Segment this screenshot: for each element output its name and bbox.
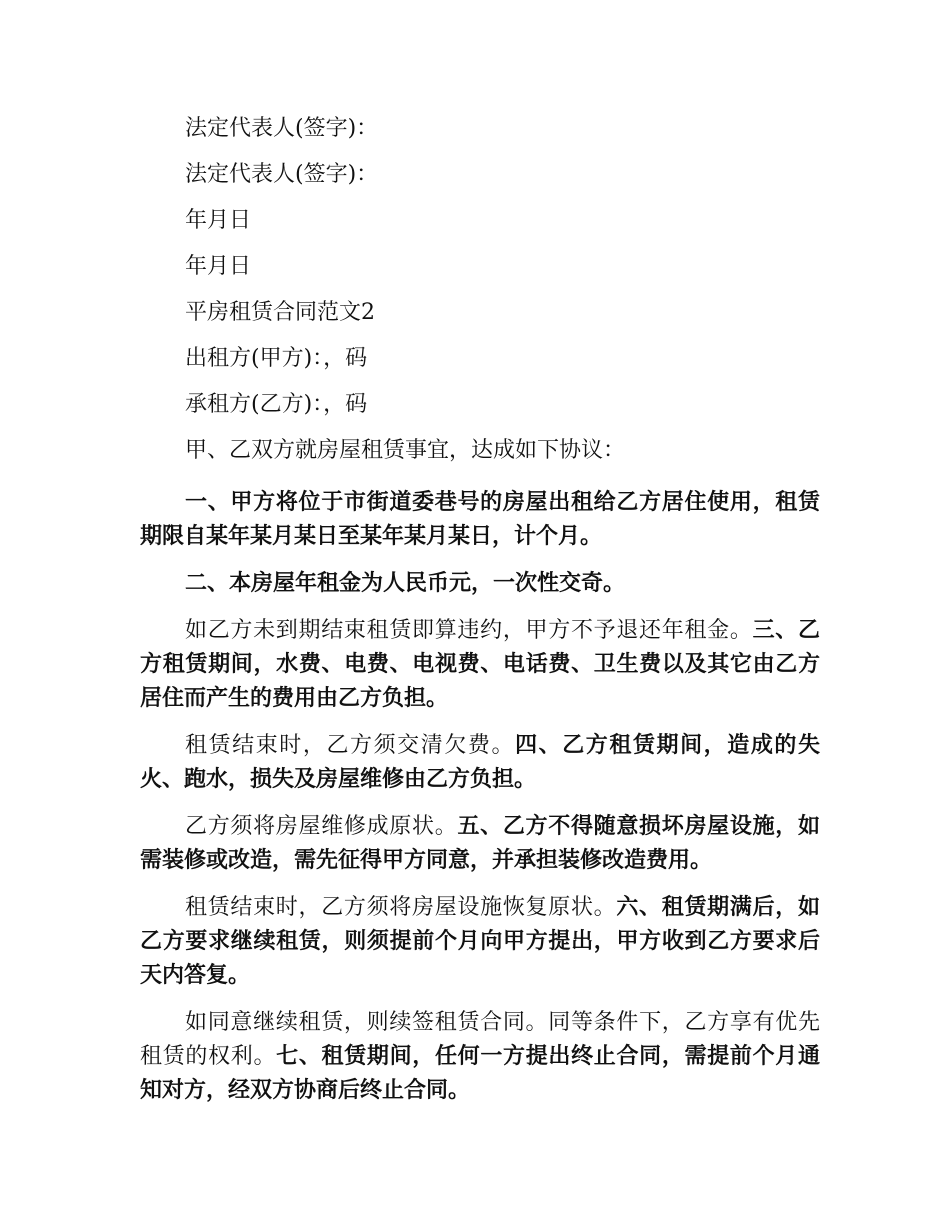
paragraph-4 [140,729,820,797]
clause-4: 四、乙方租赁期间，造成的失火、跑水，损失及房屋维修由乙方负担。 [140,733,820,792]
paragraph-6-plain: 租赁结束时，乙方须将房屋设施恢复原状。 [185,895,617,920]
paragraph-7 [140,1006,820,1108]
paragraph-3 [140,614,820,716]
paragraph-6 [140,891,820,993]
lessee-line: 承租方(乙方)：，码 [185,392,368,417]
clause-7: 七、租赁期间，任何一方提出终止合同，需提前个月通知对方，经双方协商后终止合同。 [140,1044,820,1103]
paragraph-5 [140,810,820,878]
signature-line-1: 法定代表人(签字)： [185,116,379,141]
paragraph-7-plain: 如同意继续租赁，则续签租赁合同。同等条件下，乙方享有优先租赁的权利。 [140,1010,820,1069]
paragraph-4-plain: 租赁结束时，乙方须交清欠费。 [185,733,516,758]
clause-5: 五、乙方不得随意损坏房屋设施，如需装修或改造，需先征得甲方同意，并承担装修改造费用。 [140,814,820,873]
document-page [140,106,820,1108]
clause-1: 一、甲方将位于市街道委巷号的房屋出租给乙方居住使用，租赁期限自某年某月某日至某年某月某日，计个月。 [140,490,820,549]
paragraph-3-plain: 如乙方未到期结束租赁即算违约，甲方不予退还年租金。 [185,618,753,643]
clause-2: 二、本房屋年租金为人民币元，一次性交奇。 [185,571,626,596]
intro-line: 甲、乙双方就房屋租赁事宜，达成如下协议： [185,438,626,463]
contract-heading: 平房租赁合同范文2 [185,300,375,325]
signature-line-2: 法定代表人(签字)： [185,162,379,187]
date-line-1: 年月日 [185,208,252,233]
date-line-2: 年月日 [185,254,252,279]
paragraph-5-plain: 乙方须将房屋维修成原状。 [185,814,458,839]
clause-3: 三、乙方租赁期间，水费、电费、电视费、电话费、卫生费以及其它由乙方居住而产生的费用由乙方负担。 [140,618,820,711]
clause-6: 六、租赁期满后，如乙方要求继续租赁，则须提前个月向甲方提出，甲方收到乙方要求后天内答复。 [140,895,820,988]
lessor-line: 出租方(甲方)：，码 [185,346,368,371]
